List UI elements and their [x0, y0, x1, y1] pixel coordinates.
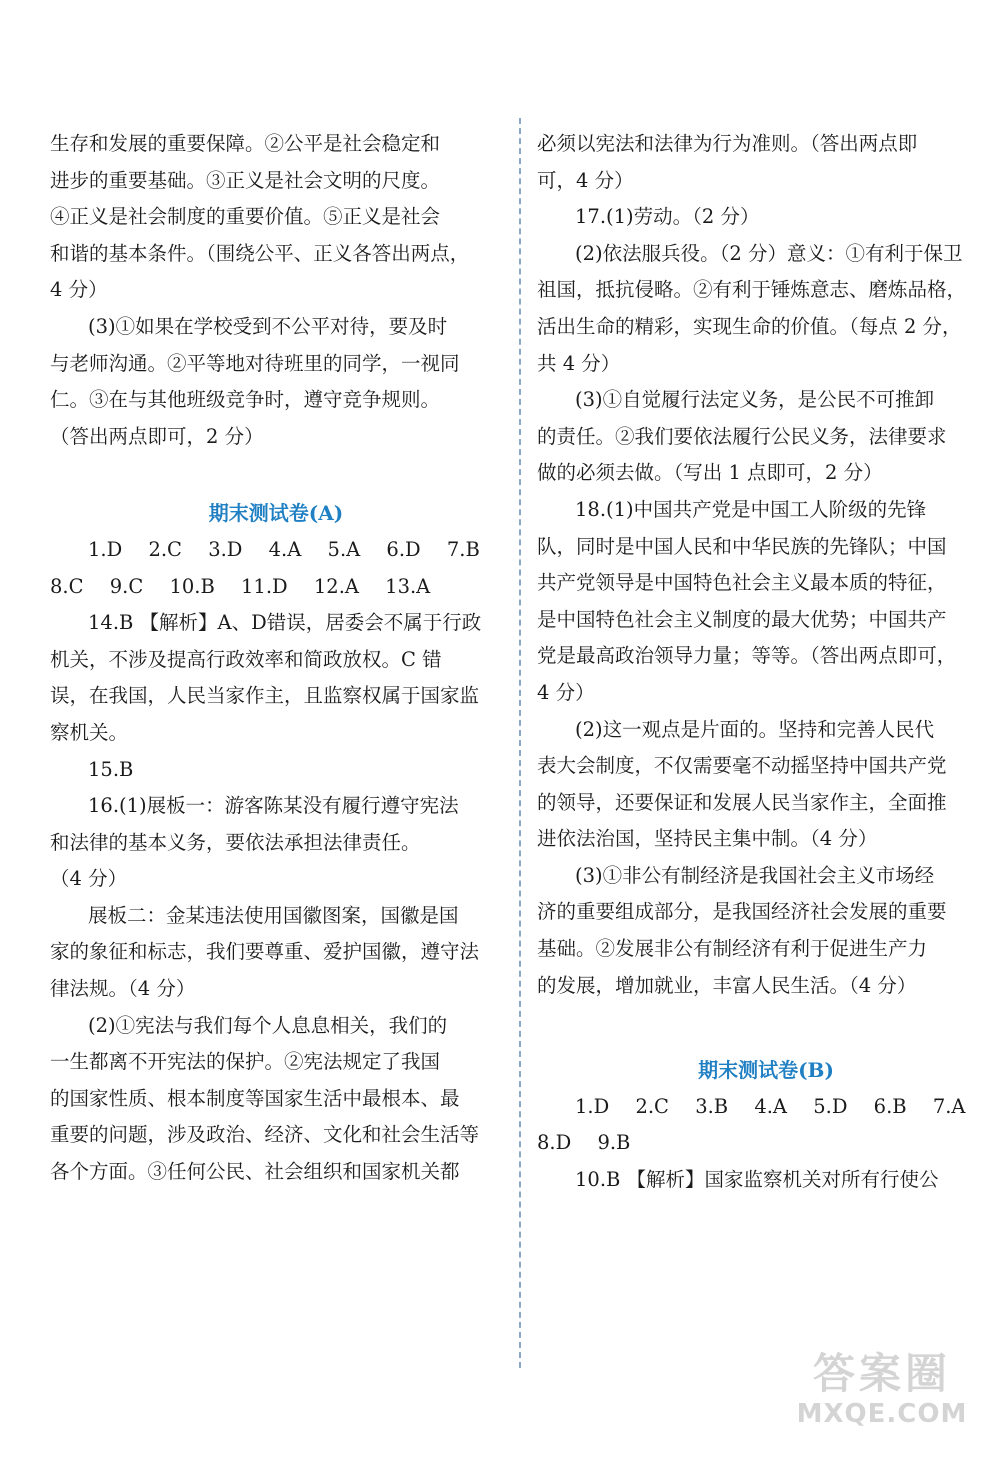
text-line: 进步的重要基础。③正义是社会文明的尺度。 [50, 168, 441, 192]
answer: 12.A [313, 574, 359, 598]
answer: 4.A [268, 537, 302, 561]
text-line: 做的必须去做。（写出 1 点即可，2 分） [537, 461, 883, 485]
answer: 2.C [148, 537, 182, 561]
text-line: 15.B [88, 757, 134, 781]
answer: 6.B [873, 1094, 907, 1118]
left-column [50, 126, 502, 1191]
text-line: 各个方面。③任何公民、社会组织和国家机关都 [50, 1160, 460, 1184]
text-line: (3)①如果在学校受到不公平对待，要及时 [88, 314, 448, 338]
text-line: 和法律的基本义务，要依法承担法律责任。 [50, 830, 421, 854]
text-line: 与老师沟通。②平等地对待班里的同学，一视同 [50, 351, 460, 375]
text-line: 机关，不涉及提高行政效率和简政放权。C 错 [50, 647, 442, 671]
column-divider [519, 118, 521, 1368]
text-line: 可，4 分） [537, 168, 634, 192]
answer: 3.B [695, 1094, 729, 1118]
watermark-logo-text: 答案圈 [812, 1349, 951, 1398]
answer: 3.D [208, 537, 243, 561]
section-heading-b: 期末测试卷(B) [698, 1058, 834, 1083]
answer-row-a1 [50, 532, 502, 569]
answer: 9.C [109, 574, 144, 598]
text-line: （4 分） [50, 867, 128, 891]
text-line: 家的象征和标志，我们要尊重、爱护国徽，遵守法 [50, 940, 480, 964]
right-column [537, 126, 995, 1199]
text-line: 17.(1)劳动。（2 分） [575, 205, 760, 229]
watermark-url: MXQE.COM [796, 1399, 968, 1429]
text-line: 4 分） [50, 278, 108, 302]
text-line: ④正义是社会制度的重要价值。⑤正义是社会 [50, 205, 441, 229]
answer: 8.C [50, 574, 84, 598]
text-line: 生存和发展的重要保障。②公平是社会稳定和 [50, 132, 441, 155]
answer: 8.D [537, 1131, 572, 1155]
text-line: 表大会制度，不仅需要毫不动摇坚持中国共产党 [537, 754, 947, 778]
text-line: 的领导，还要保证和发展人民当家作主，全面推 [537, 790, 947, 814]
text-line: 14.B 【解析】A、D错误，居委会不属于行政 [88, 611, 482, 635]
answer: 9.B [597, 1131, 631, 1155]
answer: 5.A [327, 537, 361, 561]
text-line: 祖国，抵抗侵略。②有利于锤炼意志、磨炼品格， [537, 278, 967, 302]
text-line: 进依法治国，坚持民主集中制。（4 分） [537, 827, 878, 851]
text-line: 是中国特色社会主义制度的最大优势；中国共产 [537, 607, 947, 631]
answer-row-b2 [537, 1125, 995, 1162]
answer: 5.D [813, 1094, 848, 1118]
text-line: 共产党领导是中国特色社会主义最本质的特征， [537, 571, 947, 595]
text-line: 基础。②发展非公有制经济有利于促进生产力 [537, 937, 928, 961]
text-line: (2)①宪法与我们每个人息息相关，我们的 [88, 1013, 448, 1037]
answer-row-a2 [50, 569, 502, 606]
text-line: (3)①非公有制经济是我国社会主义市场经 [575, 863, 935, 887]
text-line: 必须以宪法和法律为行为准则。（答出两点即 [537, 132, 918, 155]
answer: 7.B [446, 537, 480, 561]
text-line: 活出生命的精彩，实现生命的价值。（每点 2 分， [537, 314, 962, 338]
answer: 10.B [169, 574, 215, 598]
text-line: (3)①自觉履行法定义务，是公民不可推卸 [575, 388, 935, 412]
text-line: 济的重要组成部分，是我国经济社会发展的重要 [537, 900, 947, 924]
text-line: 共 4 分） [537, 351, 621, 375]
text-line: 误，在我国，人民当家作主，且监察权属于国家监 [50, 684, 480, 708]
answer: 4.A [754, 1094, 788, 1118]
text-line: (2)依法服兵役。（2 分）意义：①有利于保卫 [575, 241, 963, 265]
text-line: 一生都离不开宪法的保护。②宪法规定了我国 [50, 1050, 441, 1074]
text-line: 党是最高政治领导力量；等等。（答出两点即可， [537, 644, 957, 668]
text-line: 队，同时是中国人民和中华民族的先锋队；中国 [537, 534, 947, 558]
text-line: 的发展，增加就业，丰富人民生活。（4 分） [537, 973, 917, 997]
text-line: 律法规。（4 分） [50, 977, 196, 1001]
text-line: 的国家性质、根本制度等国家生活中最根本、最 [50, 1086, 460, 1110]
text-line: 16.(1)展板一：游客陈某没有履行遵守宪法 [88, 794, 459, 818]
text-line: 重要的问题，涉及政治、经济、文化和社会生活等 [50, 1123, 480, 1147]
text-line: 察机关。 [50, 720, 129, 744]
answer-row-b1 [537, 1089, 995, 1126]
answer: 11.D [241, 574, 288, 598]
text-line: （答出两点即可，2 分） [50, 424, 264, 448]
section-heading-a: 期末测试卷(A) [208, 501, 344, 526]
watermark-logo [782, 1349, 982, 1439]
text-line: 4 分） [537, 680, 595, 704]
text-line: 仁。③在与其他班级竞争时，遵守竞争规则。 [50, 388, 441, 412]
answer: 7.A [932, 1094, 966, 1118]
text-line: 的责任。②我们要依法履行公民义务，法律要求 [537, 424, 947, 448]
text-line: 和谐的基本条件。（围绕公平、正义各答出两点， [50, 241, 470, 265]
text-line: 展板二：金某违法使用国徽图案，国徽是国 [88, 903, 459, 927]
answer: 6.D [386, 537, 421, 561]
text-line: 10.B 【解析】国家监察机关对所有行使公 [575, 1168, 939, 1192]
answer: 1.D [575, 1094, 610, 1118]
text-line: 18.(1)中国共产党是中国工人阶级的先锋 [575, 497, 927, 521]
answer: 13.A [385, 574, 431, 598]
answer: 2.C [635, 1094, 669, 1118]
text-line: (2)这一观点是片面的。坚持和完善人民代 [575, 717, 935, 741]
answer: 1.D [88, 537, 123, 561]
